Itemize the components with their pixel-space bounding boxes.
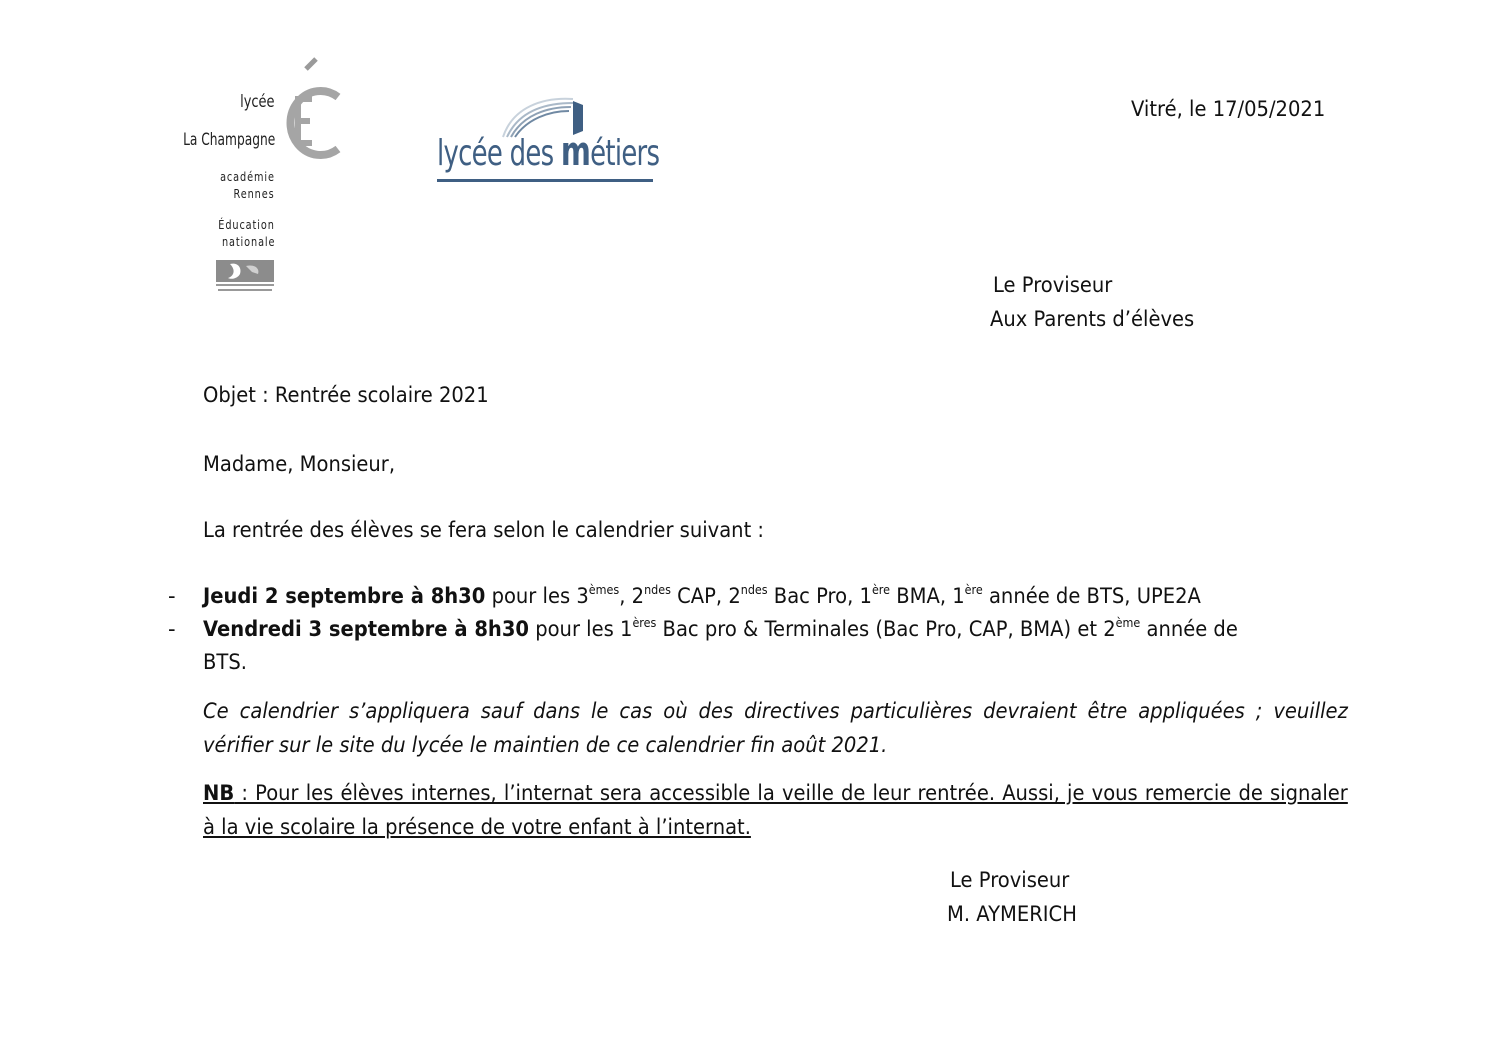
metiers-wordmark (437, 129, 659, 175)
bullet-superscript: ère (871, 583, 891, 597)
salutation: Madame, Monsieur, (203, 452, 396, 476)
bullet-superscript: èmes (588, 583, 620, 597)
logo-line-nationale: nationale (221, 235, 275, 249)
schedule-item-friday (203, 617, 1238, 641)
nb-label: NB (203, 781, 235, 805)
bullet-text: CAP, 2 (670, 584, 741, 608)
logo-line-education: Éducation (218, 218, 275, 232)
bullet-text: BMA, 1 (890, 584, 965, 608)
recipient: Aux Parents d’élèves (990, 307, 1195, 331)
bullet-text: Bac Pro, 1 (767, 584, 872, 608)
logo-line-academie: académie (220, 170, 275, 184)
bullet-text: année de (1140, 617, 1238, 641)
calendar-note-text: Ce calendrier s’appliquera sauf dans le cas où des directives particulières devraient être appliquées ; veuillez vérifier sur le site du lycée le maintien de ce calendrier fin août 2021. (203, 699, 1348, 757)
wordmark-big-letter: m (560, 129, 591, 175)
bullet-text: pour les 3 (485, 584, 589, 608)
bullet-dash: - (168, 617, 176, 641)
nb-paragraph (203, 776, 1348, 844)
bullet-superscript: ndes (740, 583, 768, 597)
bullet-superscript: ère (964, 583, 983, 597)
bullet-text: année de BTS, UPE2A (982, 584, 1201, 608)
nb-body: : Pour les élèves internes, l’internat sera accessible la veille de leur rentrée. Aussi, je vous remercie de signaler à la vie scolaire la présence de votre enfant à l’internat. (203, 781, 1348, 839)
marianne-icon (216, 260, 276, 296)
logo-line-rennes: Rennes (233, 187, 275, 201)
bullet-superscript: ème (1115, 616, 1141, 630)
bullet-dash: - (168, 584, 176, 608)
letter-date: Vitré, le 17/05/2021 (1131, 97, 1326, 121)
bullet-text: pour les 1 (529, 617, 633, 641)
lycee-la-champagne-logo (168, 52, 353, 302)
letter-object: Objet : Rentrée scolaire 2021 (203, 383, 489, 407)
schedule-item-friday-continued: BTS. (203, 650, 247, 674)
bullet-superscript: ndes (644, 583, 671, 597)
signature-title: Le Proviseur (950, 868, 1070, 892)
bullet-bold-date: Vendredi 3 septembre à 8h30 (203, 617, 530, 641)
calendar-note (203, 694, 1348, 762)
logo-line-school-name: La Champagne (182, 130, 275, 150)
sender-title: Le Proviseur (993, 273, 1113, 297)
lycee-des-metiers-logo (433, 95, 663, 190)
wordmark-suffix: étiers (590, 133, 660, 174)
bullet-text: , 2 (619, 584, 645, 608)
bullet-superscript: ères (632, 616, 657, 630)
wordmark-prefix: lycée des (437, 133, 561, 174)
intro-sentence: La rentrée des élèves se fera selon le calendrier suivant : (203, 518, 765, 542)
schedule-item-thursday (203, 584, 1201, 608)
e-circle-icon (276, 57, 348, 167)
logo-line-lycee: lycée (240, 92, 275, 112)
nb-text (203, 776, 1348, 844)
bullet-bold-date: Jeudi 2 septembre à 8h30 (203, 584, 486, 608)
bullet-text: Bac pro & Terminales (Bac Pro, CAP, BMA) et 2 (656, 617, 1116, 641)
signature-name: M. AYMERICH (947, 902, 1077, 926)
